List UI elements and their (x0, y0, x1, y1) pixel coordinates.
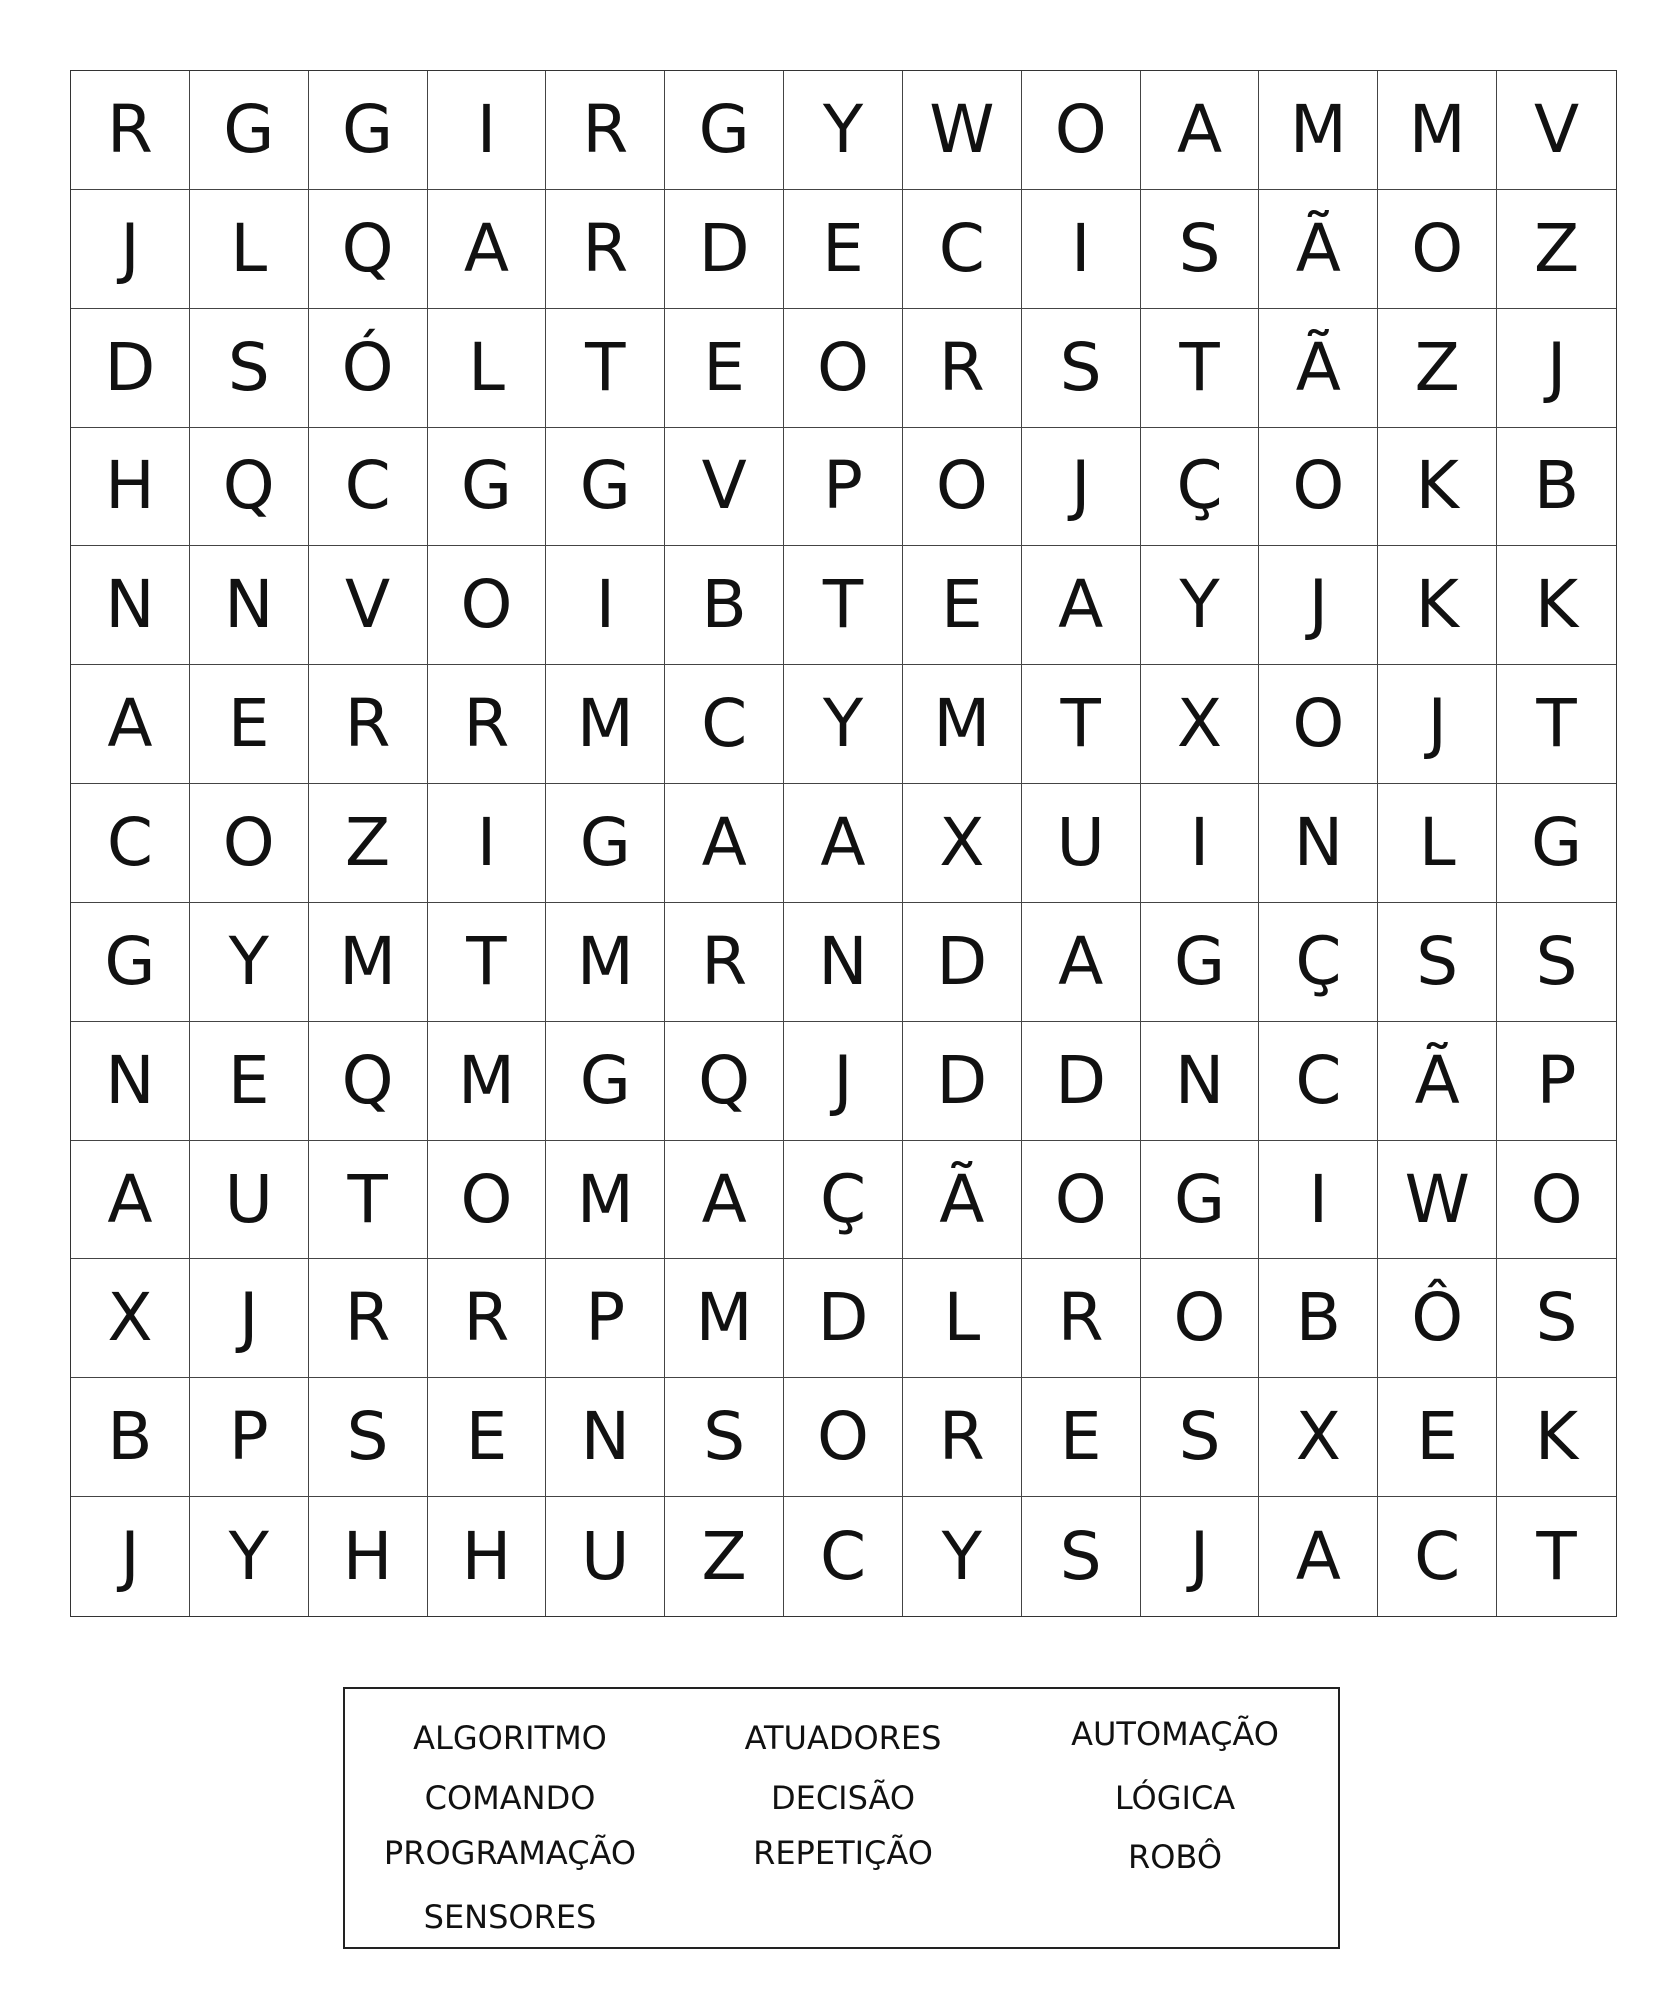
grid-cell[interactable]: N (71, 546, 190, 665)
grid-cell[interactable]: O (784, 1378, 903, 1497)
grid-cell[interactable]: S (1497, 903, 1616, 1022)
grid-cell[interactable]: R (428, 665, 547, 784)
word-bank-item: ATUADORES (744, 1719, 942, 1757)
grid-cell[interactable]: G (546, 1022, 665, 1141)
grid-cell[interactable]: P (190, 1378, 309, 1497)
grid-cell[interactable]: S (665, 1378, 784, 1497)
grid-cell[interactable]: G (1141, 1141, 1260, 1260)
grid-cell[interactable]: O (903, 428, 1022, 547)
grid-cell[interactable]: K (1378, 428, 1497, 547)
grid-cell[interactable]: D (903, 903, 1022, 1022)
grid-cell[interactable]: G (665, 71, 784, 190)
grid-cell[interactable]: C (71, 784, 190, 903)
grid-cell[interactable]: W (903, 71, 1022, 190)
grid-cell[interactable]: E (903, 546, 1022, 665)
grid-cell[interactable]: I (1141, 784, 1260, 903)
grid-cell[interactable]: D (784, 1259, 903, 1378)
grid-cell[interactable]: T (1141, 309, 1260, 428)
grid-cell[interactable]: O (1259, 428, 1378, 547)
grid-cell[interactable]: R (1022, 1259, 1141, 1378)
grid-cell[interactable]: C (1259, 1022, 1378, 1141)
grid-cell[interactable]: O (190, 784, 309, 903)
grid-cell[interactable]: M (1378, 71, 1497, 190)
grid-cell[interactable]: T (1022, 665, 1141, 784)
grid-cell[interactable]: E (190, 1022, 309, 1141)
word-bank-item: LÓGICA (1114, 1779, 1236, 1817)
grid-cell[interactable]: E (428, 1378, 547, 1497)
grid-cell[interactable]: E (1022, 1378, 1141, 1497)
grid-cell[interactable]: I (1022, 190, 1141, 309)
grid-cell[interactable]: G (546, 428, 665, 547)
grid-cell[interactable]: M (665, 1259, 784, 1378)
grid-cell[interactable]: R (546, 71, 665, 190)
grid-cell[interactable]: Ã (1378, 1022, 1497, 1141)
grid-cell[interactable]: J (1497, 309, 1616, 428)
grid-cell[interactable]: O (1022, 71, 1141, 190)
grid-cell[interactable]: L (190, 190, 309, 309)
grid-cell[interactable]: R (428, 1259, 547, 1378)
grid-cell[interactable]: S (1022, 1497, 1141, 1616)
grid-cell[interactable]: O (428, 1141, 547, 1260)
grid-cell[interactable]: E (665, 309, 784, 428)
grid-cell[interactable]: Y (1141, 546, 1260, 665)
grid-cell[interactable]: H (71, 428, 190, 547)
grid-cell[interactable]: Ç (784, 1141, 903, 1260)
grid-cell[interactable]: L (428, 309, 547, 428)
grid-cell[interactable]: H (428, 1497, 547, 1616)
grid-cell[interactable]: A (784, 784, 903, 903)
grid-cell[interactable]: U (1022, 784, 1141, 903)
grid-cell[interactable]: N (1259, 784, 1378, 903)
grid-cell[interactable]: P (784, 428, 903, 547)
grid-cell[interactable]: Y (784, 71, 903, 190)
grid-cell[interactable]: V (1497, 71, 1616, 190)
grid-cell[interactable]: G (1141, 903, 1260, 1022)
grid-cell[interactable]: I (546, 546, 665, 665)
word-bank-item: REPETIÇÃO (753, 1834, 933, 1872)
grid-cell[interactable]: Z (1378, 309, 1497, 428)
grid-cell[interactable]: C (665, 665, 784, 784)
grid-cell[interactable]: A (1141, 71, 1260, 190)
grid-cell[interactable]: I (428, 784, 547, 903)
grid-cell[interactable]: S (1141, 190, 1260, 309)
grid-cell[interactable]: N (784, 903, 903, 1022)
grid-cell[interactable]: T (309, 1141, 428, 1260)
grid-cell[interactable]: Ã (1259, 190, 1378, 309)
grid-cell[interactable]: G (71, 903, 190, 1022)
grid-cell[interactable]: W (1378, 1141, 1497, 1260)
grid-cell[interactable]: U (546, 1497, 665, 1616)
grid-cell[interactable]: M (546, 665, 665, 784)
grid-cell[interactable]: M (1259, 71, 1378, 190)
grid-cell[interactable]: T (546, 309, 665, 428)
word-bank-item: AUTOMAÇÃO (1071, 1715, 1279, 1753)
grid-cell[interactable]: C (784, 1497, 903, 1616)
grid-cell[interactable]: J (1141, 1497, 1260, 1616)
word-bank-item: ROBÔ (1128, 1838, 1222, 1876)
grid-cell[interactable]: R (71, 71, 190, 190)
word-bank-item: PROGRAMAÇÃO (383, 1834, 637, 1872)
grid-cell[interactable]: E (1378, 1378, 1497, 1497)
grid-cell[interactable]: R (546, 190, 665, 309)
grid-cell[interactable]: V (665, 428, 784, 547)
grid-cell[interactable]: X (1141, 665, 1260, 784)
grid-cell[interactable]: J (71, 1497, 190, 1616)
grid-cell[interactable]: A (665, 1141, 784, 1260)
grid-cell[interactable]: M (309, 903, 428, 1022)
grid-cell[interactable]: S (309, 1378, 428, 1497)
grid-cell[interactable]: M (903, 665, 1022, 784)
grid-cell[interactable]: Ç (1259, 903, 1378, 1022)
grid-cell[interactable]: K (1378, 546, 1497, 665)
grid-cell[interactable]: T (1497, 665, 1616, 784)
grid-cell[interactable]: Ã (1259, 309, 1378, 428)
grid-cell[interactable]: E (190, 665, 309, 784)
grid-cell[interactable]: R (309, 1259, 428, 1378)
grid-cell[interactable]: S (1141, 1378, 1260, 1497)
grid-cell[interactable]: Q (190, 428, 309, 547)
grid-cell[interactable]: Ô (1378, 1259, 1497, 1378)
grid-cell[interactable]: G (428, 428, 547, 547)
grid-cell[interactable]: H (309, 1497, 428, 1616)
grid-cell[interactable]: C (903, 190, 1022, 309)
grid-cell[interactable]: A (71, 1141, 190, 1260)
grid-cell[interactable]: Y (903, 1497, 1022, 1616)
grid-cell[interactable]: G (309, 71, 428, 190)
grid-cell[interactable]: A (1022, 903, 1141, 1022)
grid-cell[interactable]: Z (665, 1497, 784, 1616)
grid-cell[interactable]: U (190, 1141, 309, 1260)
grid-cell[interactable]: B (1497, 428, 1616, 547)
grid-cell[interactable]: O (1497, 1141, 1616, 1260)
grid-cell[interactable]: A (665, 784, 784, 903)
grid-cell[interactable]: G (190, 71, 309, 190)
grid-cell[interactable]: I (1259, 1141, 1378, 1260)
grid-cell[interactable]: T (1536, 1517, 1577, 1595)
grid-cell[interactable]: P (1497, 1022, 1616, 1141)
grid-cell[interactable]: L (903, 1259, 1022, 1378)
grid-cell[interactable]: A (428, 190, 547, 309)
grid-cell[interactable]: M (546, 903, 665, 1022)
grid-cell[interactable]: R (665, 903, 784, 1022)
grid-cell[interactable]: R (903, 1378, 1022, 1497)
grid-cell[interactable]: M (428, 1022, 547, 1141)
grid-cell[interactable]: Z (309, 784, 428, 903)
grid-cell[interactable]: J (1022, 428, 1141, 547)
grid-cell[interactable]: Q (665, 1022, 784, 1141)
grid-cell[interactable]: O (428, 546, 547, 665)
grid-cell[interactable]: V (309, 546, 428, 665)
grid-cell[interactable]: T (784, 546, 903, 665)
grid-cell[interactable]: T (428, 903, 547, 1022)
grid-cell[interactable]: M (546, 1141, 665, 1260)
grid-cell[interactable]: X (903, 784, 1022, 903)
grid-cell[interactable]: G (1497, 784, 1616, 903)
grid-cell[interactable]: A (1022, 546, 1141, 665)
grid-cell[interactable]: L (1378, 784, 1497, 903)
grid-cell[interactable]: Q (309, 190, 428, 309)
grid-cell[interactable]: X (1259, 1378, 1378, 1497)
grid-cell[interactable]: J (1259, 546, 1378, 665)
word-bank-item: DECISÃO (770, 1779, 916, 1817)
grid-cell[interactable]: S (190, 309, 309, 428)
grid-cell[interactable]: O (1022, 1141, 1141, 1260)
word-bank (343, 1687, 1340, 1949)
grid-cell[interactable]: J (784, 1022, 903, 1141)
grid-cell[interactable]: K (1497, 546, 1616, 665)
word-bank-item: ALGORITMO (413, 1719, 607, 1757)
grid-cell[interactable]: Q (309, 1022, 428, 1141)
grid-cell[interactable]: Y (190, 1497, 309, 1616)
grid-cell[interactable]: S (1022, 309, 1141, 428)
grid-cell[interactable]: D (665, 190, 784, 309)
grid-cell[interactable]: O (1141, 1259, 1260, 1378)
grid-cell[interactable]: Ó (309, 309, 428, 428)
word-bank-item: SENSORES (423, 1898, 597, 1936)
grid-cell[interactable]: G (546, 784, 665, 903)
grid-cell[interactable]: I (428, 71, 547, 190)
grid-cell[interactable]: Ã (903, 1141, 1022, 1260)
grid-cell[interactable]: K (1497, 1378, 1616, 1497)
grid-cell[interactable]: A (71, 665, 190, 784)
grid-cell[interactable]: N (1141, 1022, 1260, 1141)
grid-cell[interactable]: J (190, 1259, 309, 1378)
letter-grid (70, 70, 1617, 1617)
grid-cell[interactable]: J (1378, 665, 1497, 784)
grid-cell[interactable]: N (71, 1022, 190, 1141)
grid-cell[interactable]: R (903, 309, 1022, 428)
grid-cell[interactable]: B (665, 546, 784, 665)
grid-cell[interactable]: S (1378, 903, 1497, 1022)
grid-cell[interactable]: E (784, 190, 903, 309)
grid-cell[interactable]: R (309, 665, 428, 784)
grid-cell[interactable]: Z (1497, 190, 1616, 309)
grid-cell[interactable]: D (71, 309, 190, 428)
grid-cell[interactable]: P (546, 1259, 665, 1378)
grid-cell[interactable]: D (1022, 1022, 1141, 1141)
grid-cell[interactable]: C (1378, 1497, 1497, 1616)
grid-cell[interactable]: D (903, 1022, 1022, 1141)
grid-cell[interactable]: C (309, 428, 428, 547)
grid-cell[interactable]: N (190, 546, 309, 665)
grid-cell[interactable]: Ç (1141, 428, 1260, 547)
grid-cell[interactable]: O (1259, 665, 1378, 784)
grid-cell[interactable]: B (1259, 1259, 1378, 1378)
grid-cell[interactable]: B (71, 1378, 190, 1497)
grid-cell[interactable]: A (1259, 1497, 1378, 1616)
grid-cell[interactable]: J (71, 190, 190, 309)
word-bank-item: COMANDO (424, 1779, 596, 1817)
grid-cell[interactable]: O (1378, 190, 1497, 309)
grid-cell[interactable]: S (1497, 1259, 1616, 1378)
grid-cell[interactable]: Y (784, 665, 903, 784)
grid-cell[interactable]: N (546, 1378, 665, 1497)
grid-cell[interactable]: O (784, 309, 903, 428)
grid-cell[interactable]: X (71, 1259, 190, 1378)
grid-cell[interactable]: Y (190, 903, 309, 1022)
